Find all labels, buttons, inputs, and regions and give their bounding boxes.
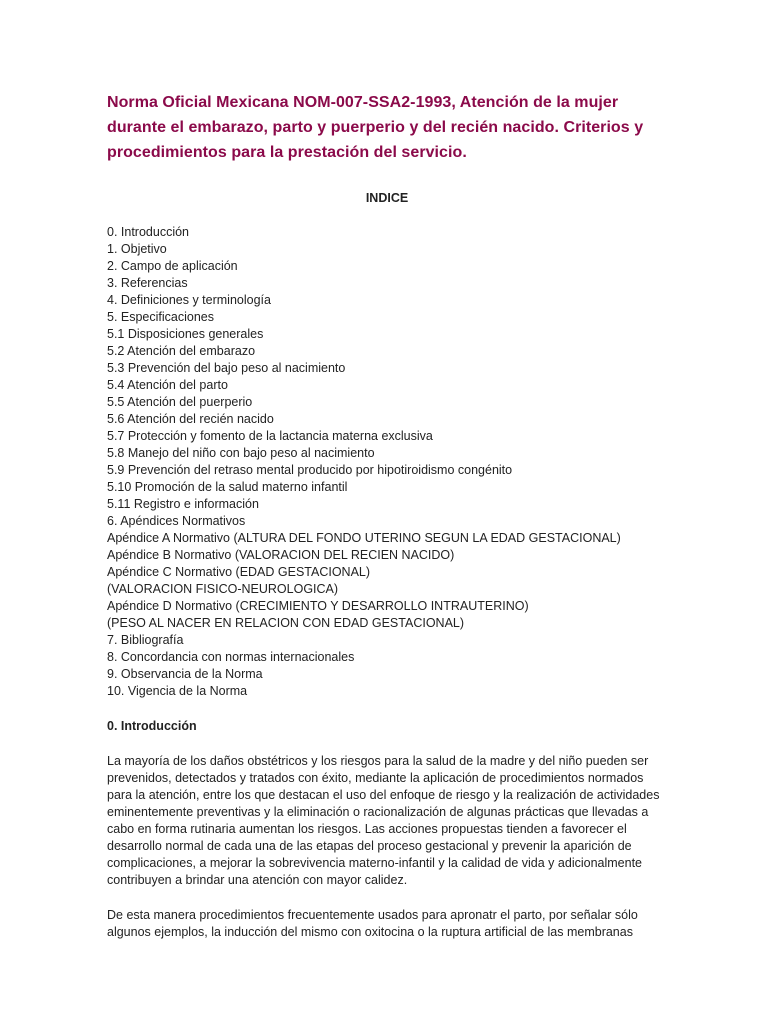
table-of-contents xyxy=(107,224,667,700)
toc-item: 9. Observancia de la Norma xyxy=(107,667,263,681)
toc-item: 5.8 Manejo del niño con bajo peso al nacimiento xyxy=(107,446,375,460)
document-title: Norma Oficial Mexicana NOM-007-SSA2-1993, Atención de la mujer durante el embarazo, parto y puerperio y del recién nacido. Criterios y procedimientos para la prestación del servicio. xyxy=(107,94,644,161)
toc-item: 6. Apéndices Normativos xyxy=(107,514,246,528)
toc-item: 0. Introducción xyxy=(107,225,189,239)
toc-item: 5.7 Protección y fomento de la lactancia materna exclusiva xyxy=(107,429,433,443)
toc-item: 5.11 Registro e información xyxy=(107,497,259,511)
toc-item: 4. Definiciones y terminología xyxy=(107,293,271,307)
section-heading-introduction: 0. Introducción xyxy=(107,719,197,733)
body-paragraph: De esta manera procedimientos frecuentemente usados para apronatr el parto, por señalar sólo algunos ejemplos, la inducción del mismo con oxitocina o la ruptura artificial de las membranas xyxy=(107,908,638,939)
index-heading: INDICE xyxy=(365,191,409,205)
toc-item: Apéndice A Normativo (ALTURA DEL FONDO UTERINO SEGUN LA EDAD GESTACIONAL) xyxy=(107,531,621,545)
toc-item: Apéndice D Normativo (CRECIMIENTO Y DESARROLLO INTRAUTERINO) xyxy=(107,599,529,613)
toc-item: Apéndice C Normativo (EDAD GESTACIONAL) xyxy=(107,565,371,579)
toc-item: 1. Objetivo xyxy=(107,242,167,256)
toc-item: 5.6 Atención del recién nacido xyxy=(107,412,274,426)
toc-item: 8. Concordancia con normas internacionales xyxy=(107,650,355,664)
body-paragraph: La mayoría de los daños obstétricos y los riesgos para la salud de la madre y del niño pueden ser prevenidos, detectados y tratados con éxito, mediante la aplicación de procedimientos normados para la atención, entre los que destacan el uso del enfoque de riesgo y la realización de actividades eminentemente preventivas y la eliminación o racionalización de algunas prácticas que llevadas a cabo en forma rutinaria aumentan los riesgos. Las acciones propuestas tienden a favorecer el desarrollo normal de cada una de las etapas del proceso gestacional y prevenir la aparición de complicaciones, a mejorar la sobrevivencia materno-infantil y la calidad de vida y adicionalmente contribuyen a brindar una atención con mayor calidez. xyxy=(107,754,660,887)
toc-item: 5.5 Atención del puerperio xyxy=(107,395,253,409)
toc-item: 5.9 Prevención del retraso mental producido por hipotiroidismo congénito xyxy=(107,463,513,477)
toc-item: 10. Vigencia de la Norma xyxy=(107,684,248,698)
document-page xyxy=(107,90,667,941)
toc-item: Apéndice B Normativo (VALORACION DEL RECIEN NACIDO) xyxy=(107,548,455,562)
toc-item: 5.10 Promoción de la salud materno infantil xyxy=(107,480,348,494)
toc-item: 3. Referencias xyxy=(107,276,188,290)
toc-item: 5.2 Atención del embarazo xyxy=(107,344,256,358)
toc-item: (PESO AL NACER EN RELACION CON EDAD GESTACIONAL) xyxy=(107,616,465,630)
toc-item: 5.3 Prevención del bajo peso al nacimiento xyxy=(107,361,346,375)
toc-item: 7. Bibliografía xyxy=(107,633,184,647)
toc-item: (VALORACION FISICO-NEUROLOGICA) xyxy=(107,582,339,596)
toc-item: 2. Campo de aplicación xyxy=(107,259,238,273)
toc-item: 5.4 Atención del parto xyxy=(107,378,228,392)
toc-item: 5. Especificaciones xyxy=(107,310,215,324)
toc-item: 5.1 Disposiciones generales xyxy=(107,327,264,341)
